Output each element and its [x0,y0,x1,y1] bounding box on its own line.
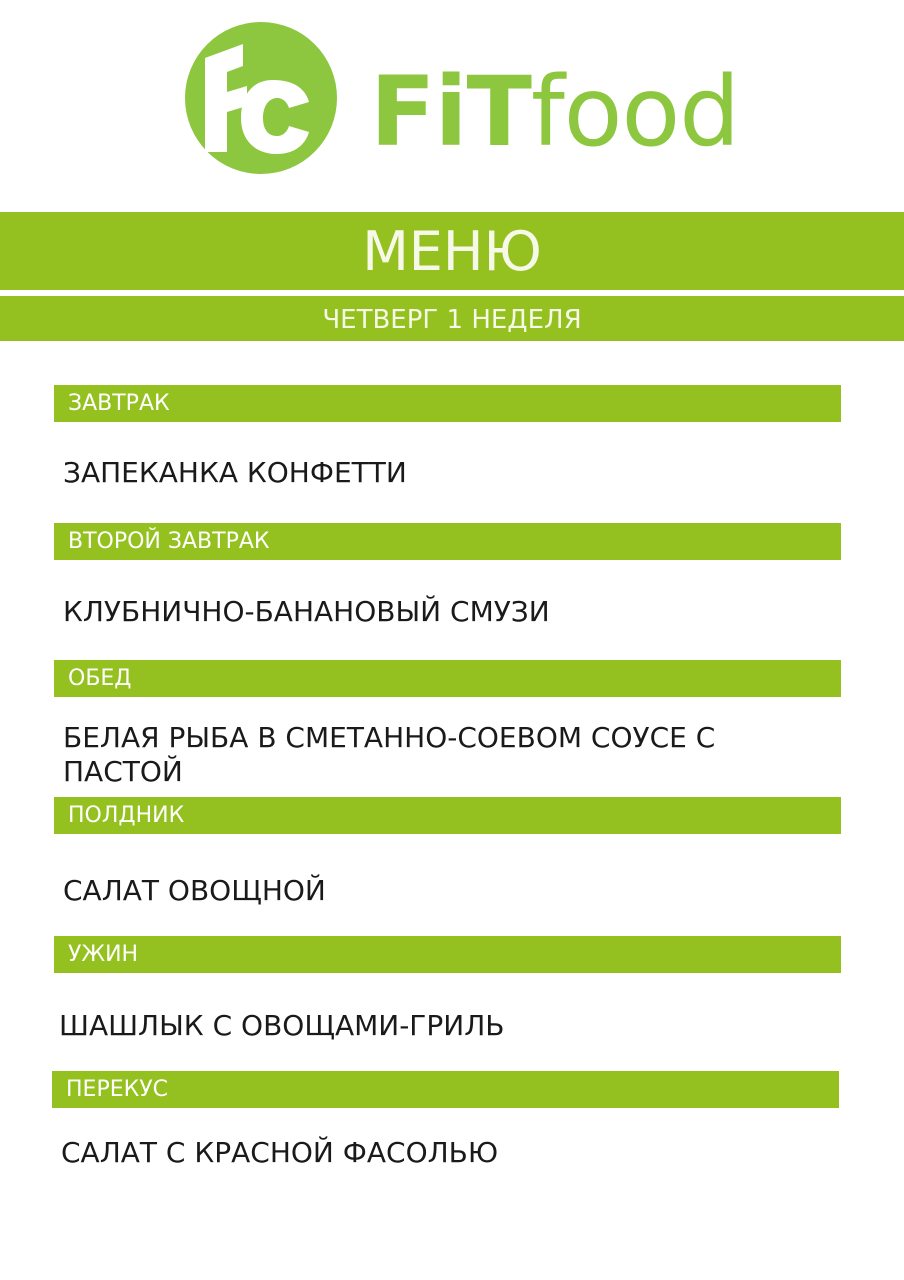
meal-dish-lunch: БЕЛАЯ РЫБА В СМЕТАННО-СОЕВОМ СОУСЕ С ПАСТОЙ [63,721,716,788]
meal-section-afternoon-snack [54,797,841,834]
meal-label: ПЕРЕКУС [66,1077,168,1102]
meal-dish-snack: САЛАТ С КРАСНОЙ ФАСОЛЬЮ [61,1136,499,1169]
meal-label: ОБЕД [68,666,132,691]
meal-dish-second-breakfast: КЛУБНИЧНО-БАНАНОВЫЙ СМУЗИ [63,595,550,628]
meal-label: ПОЛДНИК [68,803,185,828]
brand-name-bold: FiT [370,56,531,168]
menu-title: МЕНЮ [362,220,542,283]
meal-section-breakfast [54,385,841,422]
meal-label: ЗАВТРАК [68,391,170,416]
meal-label: ВТОРОЙ ЗАВТРАК [68,529,270,554]
meal-section-lunch [54,660,841,697]
menu-day-subtitle: ЧЕТВЕРГ 1 НЕДЕЛЯ [322,305,582,335]
brand-name-light: food [530,56,740,168]
meal-section-snack [52,1071,839,1108]
meal-label: УЖИН [68,942,139,967]
brand-logo [185,22,740,182]
menu-header-band [0,212,904,290]
meal-dish-dinner: ШАШЛЫК С ОВОЩАМИ-ГРИЛЬ [59,1009,505,1042]
meal-section-dinner [54,936,841,973]
meal-section-second-breakfast [54,523,841,560]
meal-dish-afternoon-snack: САЛАТ ОВОЩНОЙ [63,874,326,907]
meal-dish-breakfast: ЗАПЕКАНКА КОНФЕТТИ [63,456,407,489]
fitfood-logo-icon [185,22,337,174]
brand-name [370,56,740,168]
subtitle-band [0,296,904,341]
